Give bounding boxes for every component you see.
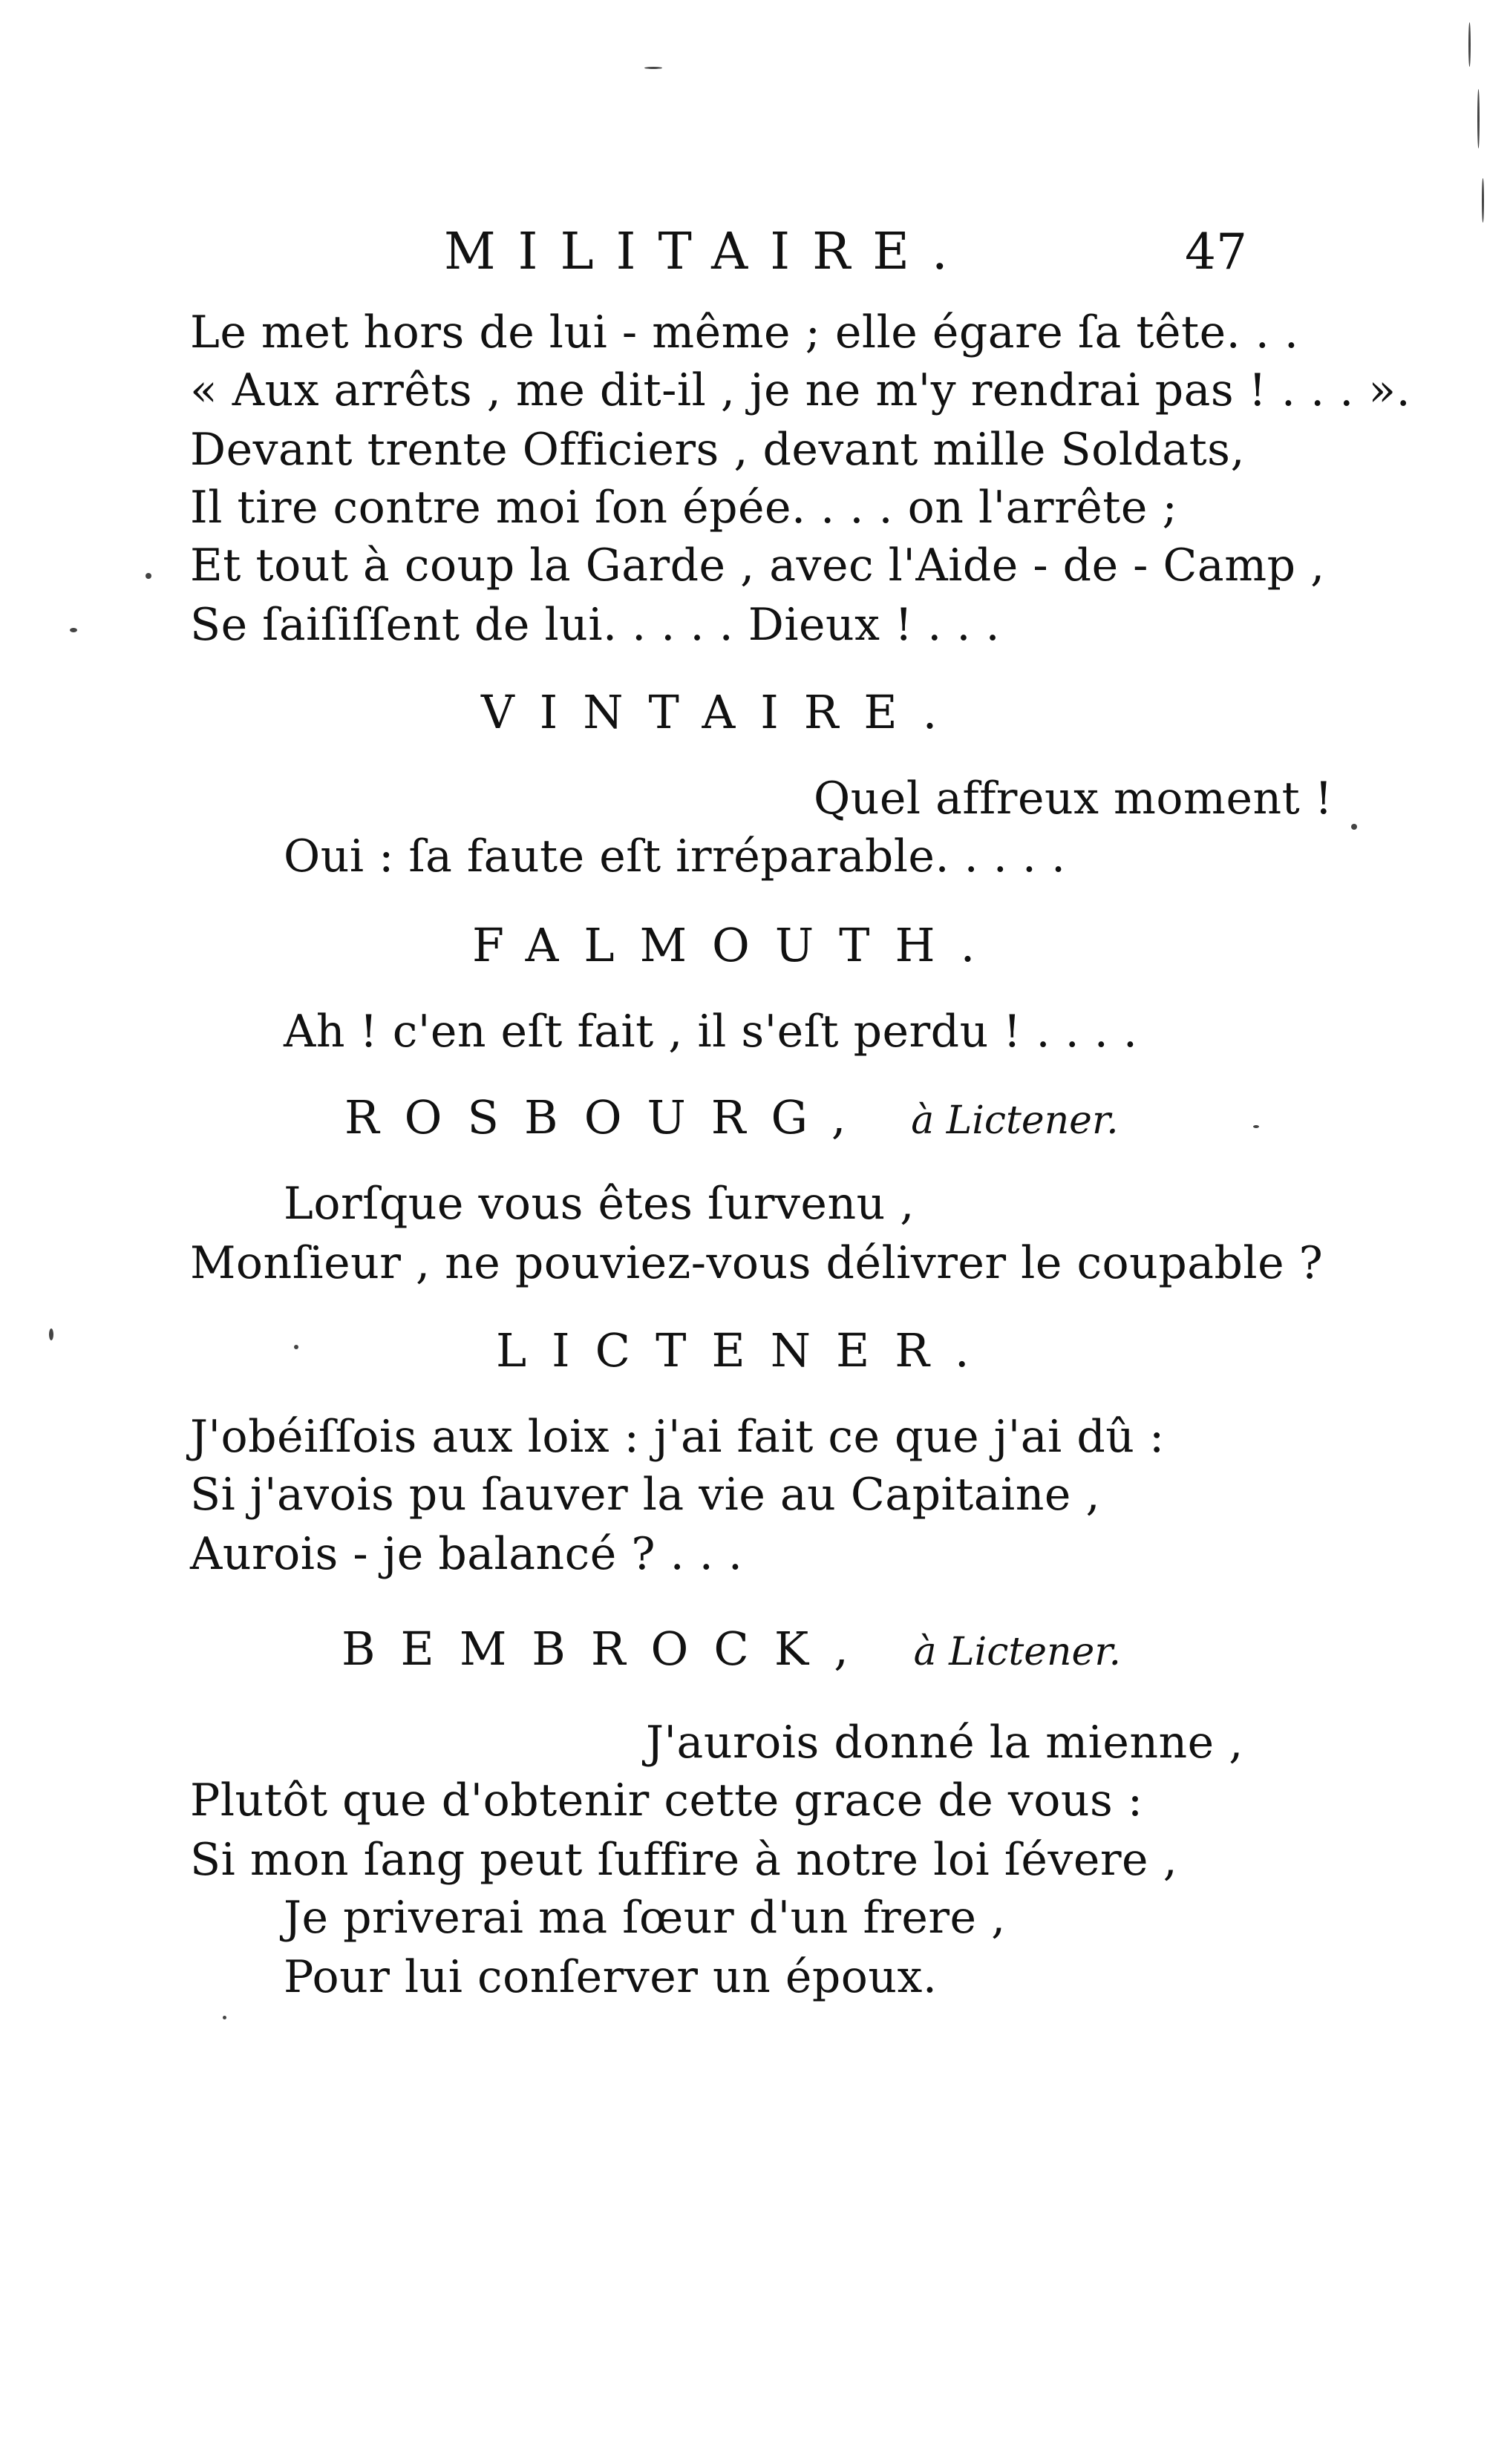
speaker-name: ROSBOURG,: [344, 1090, 872, 1144]
page-number: 47: [1185, 223, 1247, 281]
scan-speck: [223, 2016, 226, 2019]
verse-line: Il tire contre moi ſon épée. . . . on l'arrête ;: [190, 482, 1178, 534]
scan-speck: [1468, 22, 1471, 67]
verse-line: Monſieur , ne pouviez-vous délivrer le coupable ?: [190, 1237, 1324, 1289]
speaker-heading: [341, 1622, 1121, 1679]
speaker-name: LICTENER.: [496, 1323, 995, 1377]
verse-line: Oui : ſa faute eſt irréparable. . . . .: [284, 830, 1066, 882]
stage-direction: à Lictener.: [911, 1098, 1119, 1143]
verse-line: Aurois - je balancé ? . . .: [190, 1528, 743, 1580]
speaker-name: BEMBROCK,: [341, 1622, 874, 1676]
verse-line: Ah ! c'en eſt fait , il s'eſt perdu ! . . . .: [284, 1006, 1138, 1058]
scan-speck: [49, 1328, 53, 1340]
scan-speck: [294, 1345, 298, 1349]
verse-line: Si j'avois pu ſauver la vie au Capitaine ,: [190, 1469, 1101, 1521]
scan-speck: [1253, 1125, 1259, 1128]
verse-line: « Aux arrêts , me dit-il , je ne m'y rendrai pas ! . . . ».: [190, 364, 1411, 416]
scan-speck: [1482, 178, 1484, 223]
verse-line: J'obéiſſois aux loix : j'ai fait ce que j'ai dû :: [190, 1411, 1165, 1463]
verse-line: Quel affreux moment !: [814, 773, 1333, 825]
verse-line: Je priverai ma ſœur d'un frere ,: [284, 1892, 1006, 1944]
verse-line: Lorſque vous êtes ſurvenu ,: [284, 1178, 915, 1230]
verse-line: Se ſaiſiſſent de lui. . . . . Dieux ! . . .: [190, 599, 1001, 651]
running-title: MILITAIRE.: [444, 223, 970, 281]
scan-speck: [644, 67, 662, 69]
verse-line: Plutôt que d'obtenir cette grace de vous :: [190, 1775, 1143, 1826]
stage-direction: à Lictener.: [913, 1630, 1121, 1674]
verse-line: Pour lui conſerver un époux.: [284, 1951, 938, 2003]
speaker-name: FALMOUTH.: [472, 918, 1001, 972]
verse-line: J'aurois donné la mienne ,: [646, 1717, 1243, 1769]
verse-line: Si mon ſang peut ſuffire à notre loi ſévere ,: [190, 1834, 1178, 1886]
scan-speck: [1477, 89, 1480, 148]
verse-line: Et tout à coup la Garde , avec l'Aide - de - Camp ,: [190, 540, 1325, 592]
scan-speck: [70, 628, 77, 632]
verse-line: Le met hors de lui - même ; elle égare ſa tête. . .: [190, 307, 1299, 358]
scan-speck: [1351, 824, 1357, 830]
speaker-name: VINTAIRE.: [481, 685, 963, 739]
scan-speck: [146, 573, 151, 579]
verse-line: Devant trente Officiers , devant mille Soldats,: [190, 424, 1246, 476]
speaker-heading: [344, 1091, 1119, 1147]
